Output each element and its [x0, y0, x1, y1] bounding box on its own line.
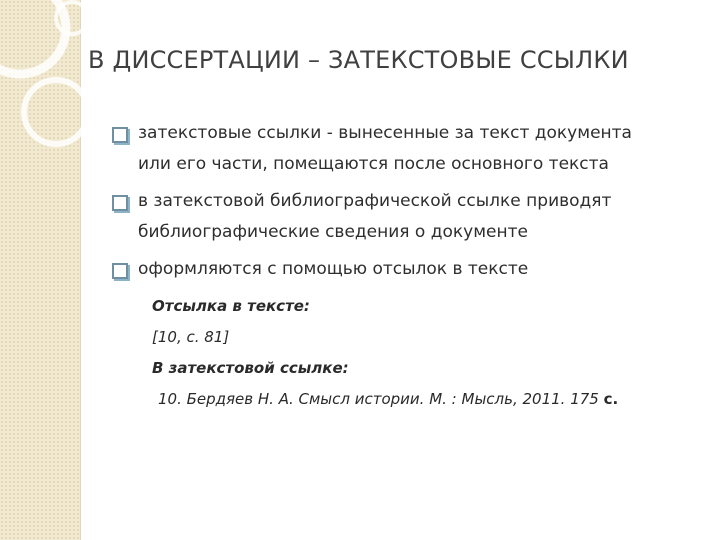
example-in-ref-suffix: с.	[603, 390, 619, 408]
bullet-text: библиографические сведения о документе	[138, 222, 528, 242]
checkbox-icon	[112, 127, 128, 143]
slide-title: В ДИССЕРТАЦИИ – ЗАТЕКСТОВЫЕ ССЫЛКИ	[88, 46, 629, 74]
slide-content	[108, 118, 698, 415]
example-in-ref-text: 10. Бердяев Н. А. Смысл истории. М. : Мысль, 2011. 175	[158, 390, 599, 408]
bullet-text: затекстовые ссылки - вынесенные за текст документа	[138, 123, 632, 143]
bullet-item	[108, 254, 698, 285]
checkbox-icon	[112, 195, 128, 211]
bullet-item	[108, 186, 698, 248]
bullet-text: оформляются с помощью отсылок в тексте	[138, 259, 529, 279]
decorative-circles	[0, 0, 120, 200]
sub-label-in-text: Отсылка в тексте:	[152, 297, 310, 315]
sub-label-in-ref: В затекстовой ссылке:	[152, 359, 349, 377]
example-in-ref	[158, 384, 698, 415]
bullet-item	[108, 118, 698, 180]
bullet-text: в затекстовой библиографической ссылке приводят	[138, 191, 612, 211]
bullet-text: или его части, помещаются после основного текста	[138, 154, 609, 174]
example-in-text: [10, с. 81]	[152, 328, 230, 346]
checkbox-icon	[112, 263, 128, 279]
